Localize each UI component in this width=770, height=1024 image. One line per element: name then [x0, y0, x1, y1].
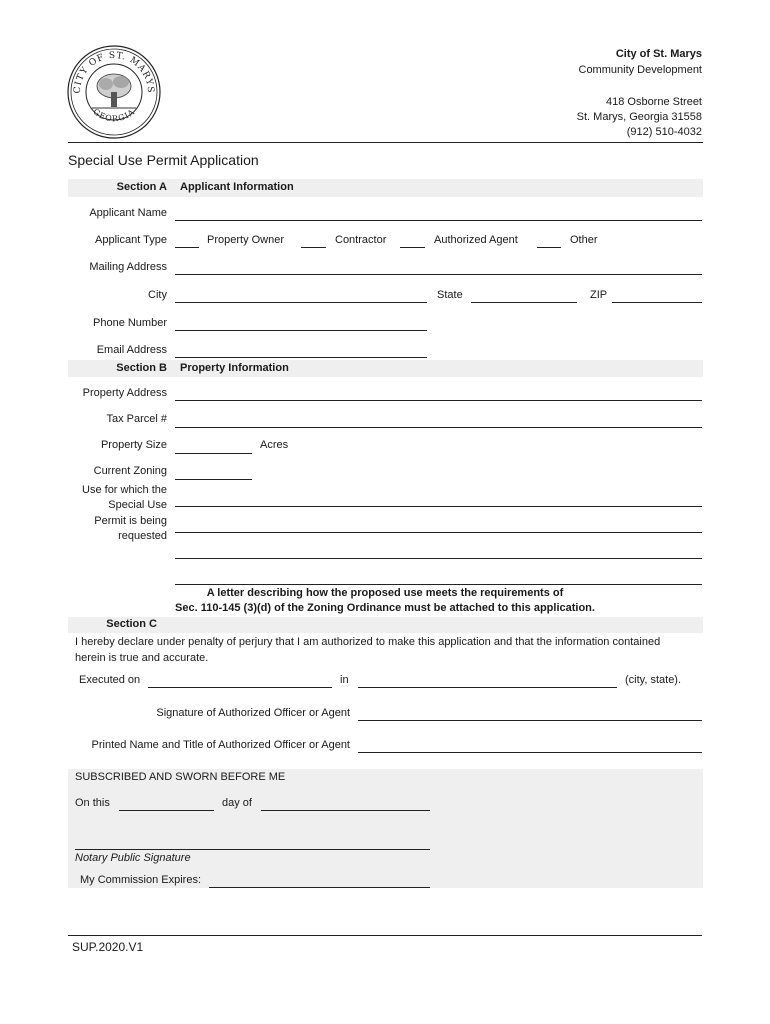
subscribed-label: SUBSCRIBED AND SWORN BEFORE ME [75, 771, 286, 783]
property-owner-option: Property Owner [207, 234, 285, 246]
city-state-zip: St. Marys, Georgia 31558 [576, 111, 702, 123]
contractor-checkbox[interactable] [301, 247, 326, 248]
current-zoning-label: Current Zoning [93, 465, 167, 477]
city-label: City [148, 289, 167, 301]
executed-in-field[interactable] [358, 687, 617, 688]
state-field[interactable] [471, 302, 577, 303]
street-address: 418 Osborne Street [605, 96, 702, 108]
applicant-name-label: Applicant Name [89, 207, 167, 219]
use-field-line1[interactable] [175, 506, 702, 507]
city-state-hint: (city, state). [625, 674, 682, 686]
letter-note-line2: Sec. 110-145 (3)(d) of the Zoning Ordinance must be attached to this application. [175, 602, 595, 614]
printed-name-label: Printed Name and Title of Authorized Officer or Agent [91, 739, 350, 751]
acres-label: Acres [260, 439, 289, 451]
zip-field[interactable] [612, 302, 702, 303]
form-code: SUP.2020.V1 [72, 940, 144, 954]
applicant-type-label: Applicant Type [95, 234, 167, 246]
property-owner-checkbox[interactable] [175, 247, 199, 248]
section-c-header [68, 617, 703, 633]
signature-field[interactable] [358, 720, 702, 721]
mailing-address-field[interactable] [175, 274, 702, 275]
zip-label: ZIP [590, 289, 608, 301]
use-label-line1: Use for which the [82, 484, 167, 496]
month-year-field[interactable] [261, 810, 430, 811]
svg-text:GEORGIA: GEORGIA [91, 107, 137, 124]
other-checkbox[interactable] [537, 247, 561, 248]
day-field[interactable] [119, 810, 214, 811]
page-title: Special Use Permit Application [68, 152, 259, 168]
state-label: State [437, 289, 463, 301]
email-label: Email Address [96, 344, 167, 356]
section-b-title: Property Information [180, 362, 289, 374]
mailing-address-label: Mailing Address [89, 261, 167, 273]
city-field[interactable] [175, 302, 427, 303]
commission-expires-field[interactable] [209, 887, 430, 888]
phone-field[interactable] [175, 330, 427, 331]
svg-text:CITY OF ST. MARYS: CITY OF ST. MARYS [72, 50, 156, 94]
section-a-label: Section A [116, 181, 167, 193]
executed-on-field[interactable] [148, 687, 332, 688]
section-b-label: Section B [116, 362, 167, 374]
in-label: in [340, 674, 349, 686]
current-zoning-field[interactable] [175, 479, 252, 480]
signature-label: Signature of Authorized Officer or Agent [156, 707, 350, 719]
phone: (912) 510-4032 [626, 126, 702, 138]
notary-signature-field[interactable] [75, 849, 430, 850]
on-this-label: On this [75, 797, 110, 809]
day-of-label: day of [222, 797, 252, 809]
phone-label: Phone Number [93, 317, 167, 329]
declaration-line2: herein is true and accurate. [75, 652, 209, 664]
org-name: City of St. Marys [615, 48, 702, 60]
notary-block [68, 769, 703, 888]
footer-divider [68, 935, 702, 936]
tax-parcel-field[interactable] [175, 427, 702, 428]
use-label-line2: Special Use [108, 499, 167, 511]
use-label-line3: Permit is being [94, 515, 167, 527]
tax-parcel-label: Tax Parcel # [106, 413, 167, 425]
printed-name-field[interactable] [358, 752, 702, 753]
use-field-line2[interactable] [175, 532, 702, 533]
department: Community Development [578, 64, 702, 76]
use-field-line3[interactable] [175, 558, 702, 559]
commission-expires-label: My Commission Expires: [80, 874, 202, 886]
letter-note-line1: A letter describing how the proposed use meets the requirements of [206, 587, 564, 599]
property-address-label: Property Address [82, 387, 167, 399]
other-option: Other [570, 234, 598, 246]
use-label-line4: requested [118, 530, 167, 542]
section-c-label: Section C [106, 618, 157, 630]
property-size-label: Property Size [100, 439, 167, 451]
executed-on-label: Executed on [79, 674, 141, 686]
property-address-field[interactable] [175, 400, 702, 401]
contractor-option: Contractor [335, 234, 387, 246]
authorized-agent-option: Authorized Agent [434, 234, 518, 246]
authorized-agent-checkbox[interactable] [400, 247, 425, 248]
notary-signature-label: Notary Public Signature [75, 852, 191, 864]
use-field-line4[interactable] [175, 584, 702, 585]
declaration-line1: I hereby declare under penalty of perjury that I am authorized to make this application and that the information contained [75, 636, 661, 648]
applicant-name-field[interactable] [175, 220, 702, 221]
section-a-title: Applicant Information [180, 181, 294, 193]
header-divider [68, 142, 703, 143]
property-size-field[interactable] [175, 453, 252, 454]
city-seal-logo [66, 44, 162, 140]
email-field[interactable] [175, 357, 427, 358]
